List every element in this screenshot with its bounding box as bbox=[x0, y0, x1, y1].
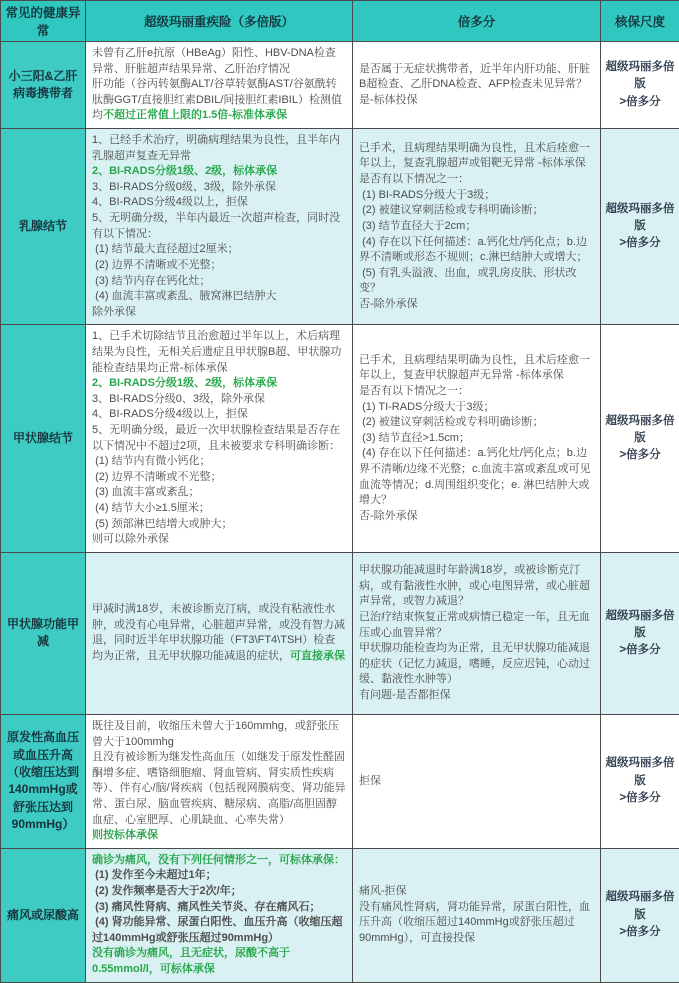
cell-paragraph: (2) 边界不清晰或不光整； bbox=[92, 258, 346, 274]
condition-label: 原发性高血压或血压升高（收缩压达到140mmHg或舒张压达到90mmHg） bbox=[1, 714, 86, 848]
cell-paragraph: 未曾有乙肝e抗原（HBeAg）阳性、HBV-DNA检查异常、肝脏超声结果异常、乙肝治疗情况 bbox=[92, 46, 346, 77]
cell-paragraph: 则可以除外承保 bbox=[92, 532, 346, 548]
cell-paragraph: 3、BI-RADS分级0、3级，除外承保 bbox=[92, 392, 346, 408]
cell-paragraph: (1) 结节内有微小钙化； bbox=[92, 454, 346, 470]
condition-label: 甲状腺结节 bbox=[1, 325, 86, 553]
cell-paragraph: 没有确诊为痛风，且无症状，尿酸不高于0.55mmol/l，可标体承保 bbox=[92, 946, 346, 977]
table-row bbox=[1, 714, 679, 848]
table-body bbox=[1, 42, 679, 983]
cell-paragraph: 3、BI-RADS分级0级、3级，除外承保 bbox=[92, 180, 346, 196]
cell-paragraph: 且没有被诊断为继发性高血压（如继发于原发性醛固酮增多症、嗜铬细胞瘤、肾血管病、肾实质性疾病等）、伴有心/脑/肾疾病（包括视网膜病变、肾功能异常、蛋白尿、脑血管疾病、糖尿病、高脂/高胆固醇血症、心室肥厚、心肌缺血、心率失常） bbox=[92, 750, 346, 828]
underwriting-scale-cell: 超级玛丽多倍版 >倍多分 bbox=[601, 714, 679, 848]
condition-label: 痛风或尿酸高 bbox=[1, 848, 86, 982]
cell-paragraph: (5) 颈部淋巴结增大或肿大； bbox=[92, 517, 346, 533]
cell-paragraph: 拒保 bbox=[359, 774, 594, 790]
cell-paragraph: (3) 痛风性肾病、痛风性关节炎、存在痛风石； bbox=[92, 900, 346, 916]
cell-paragraph: 确诊为痛风，没有下列任何情形之一，可标体承保： bbox=[92, 853, 346, 869]
cell-paragraph: (4) 结节大小≥1.5厘米； bbox=[92, 501, 346, 517]
cell-paragraph: 4、BI-RADS分级4级以上，拒保 bbox=[92, 407, 346, 423]
underwriting-scale-cell: 超级玛丽多倍版 >倍多分 bbox=[601, 848, 679, 982]
cell-paragraph: 否-除外承保 bbox=[359, 297, 594, 313]
cell-paragraph: (2) 被建议穿刺活检或专科明确诊断； bbox=[359, 415, 594, 431]
cell-paragraph: (3) 结节直径大于2cm； bbox=[359, 219, 594, 235]
cell-paragraph: (2) 边界不清晰或不光整； bbox=[92, 470, 346, 486]
cell-paragraph: (3) 结节内存在钙化灶； bbox=[92, 274, 346, 290]
cell-paragraph: (4) 存在以下任何描述：a.钙化灶/钙化点；b.边界不清晰或形态不规则；c.淋巴结肿大或增大； bbox=[359, 235, 594, 266]
cell-paragraph: 否-除外承保 bbox=[359, 509, 594, 525]
beiduofen-rules-cell bbox=[353, 42, 601, 129]
header-row bbox=[1, 1, 679, 42]
cell-paragraph: (4) 血流丰富或紊乱、腋窝淋巴结肿大 bbox=[92, 289, 346, 305]
cell-paragraph: 肝功能（谷丙转氨酶ALT/谷草转氨酶AST/谷氨酰转肽酶GGT/直接胆红素DBIL/间接胆红素IBIL）检测值均不超过正常值上限的1.5倍-标准体承保 bbox=[92, 77, 346, 124]
cell-paragraph: 已手术，且病理结果明确为良性，且术后痊愈一年以上，复查乳腺超声或钼靶无异常 -标体承保 bbox=[359, 141, 594, 172]
cell-paragraph: 则按标体承保 bbox=[92, 828, 346, 844]
cell-paragraph: 没有痛风性肾病，肾功能异常，尿蛋白阳性，血压升高（收缩压超过140mmHg或舒张压超过90mmHg），可直接投保 bbox=[359, 900, 594, 947]
table-row bbox=[1, 848, 679, 982]
cell-paragraph: 2、BI-RADS分级1级、2级，标体承保 bbox=[92, 376, 346, 392]
cell-paragraph: (4) 肾功能异常、尿蛋白阳性、血压升高（收缩压超过140mmHg或舒张压超过90mmHg） bbox=[92, 915, 346, 946]
underwriting-scale-cell: 超级玛丽多倍版 >倍多分 bbox=[601, 325, 679, 553]
header-condition: 常见的健康异常 bbox=[1, 1, 86, 42]
cell-paragraph: 5、无明确分级，半年内最近一次超声检查，同时没有以下情况： bbox=[92, 211, 346, 242]
cell-paragraph: 4、BI-RADS分级4级以上，拒保 bbox=[92, 195, 346, 211]
table-row bbox=[1, 129, 679, 325]
product-rules-cell bbox=[86, 552, 353, 714]
condition-label: 乳腺结节 bbox=[1, 129, 86, 325]
header-beiduofen: 倍多分 bbox=[353, 1, 601, 42]
product-rules-cell bbox=[86, 129, 353, 325]
cell-paragraph: (1) BI-RADS分级大于3级； bbox=[359, 188, 594, 204]
cell-paragraph: 甲减时满18岁，未被诊断克汀病，或没有粘液性水肿，或没有心电异常，心脏超声异常，或没有智力减退，同时近半年甲状腺功能（FT3\FT4\TSH）检查均为正常，且无甲状腺功能减退的症状，可直接承保 bbox=[92, 602, 346, 664]
product-rules-cell bbox=[86, 714, 353, 848]
product-rules-cell bbox=[86, 848, 353, 982]
cell-paragraph: (1) 结节最大直径超过2厘米； bbox=[92, 242, 346, 258]
header-scale: 核保尺度 bbox=[601, 1, 679, 42]
table-row bbox=[1, 42, 679, 129]
cell-paragraph: 是否有以下情况之一： bbox=[359, 384, 594, 400]
table-header bbox=[1, 1, 679, 42]
cell-paragraph: 甲状腺功能减退时年龄满18岁，或被诊断克汀病，或有黏液性水肿，或心电图异常，或心脏超声异常，或智力减退？ bbox=[359, 563, 594, 610]
cell-paragraph: 已治疗结束恢复正常或病情已稳定一年，且无血压或心血管异常？ bbox=[359, 610, 594, 641]
cell-paragraph: (5) 有乳头溢液、出血，或乳房皮肤、形状改变？ bbox=[359, 266, 594, 297]
header-product: 超级玛丽重疾险（多倍版） bbox=[86, 1, 353, 42]
cell-paragraph: 1、已经手术治疗，明确病理结果为良性，且半年内乳腺超声复查无异常 bbox=[92, 133, 346, 164]
cell-paragraph: (2) 被建议穿刺活检或专科明确诊断； bbox=[359, 203, 594, 219]
cell-paragraph: 既往及目前，收缩压未曾大于160mmhg，或舒张压曾大于100mmhg bbox=[92, 719, 346, 750]
cell-paragraph: (1) TI-RADS分级大于3级； bbox=[359, 400, 594, 416]
condition-label: 小三阳&乙肝病毒携带者 bbox=[1, 42, 86, 129]
cell-paragraph: (2) 发作频率是否大于2次/年； bbox=[92, 884, 346, 900]
beiduofen-rules-cell bbox=[353, 325, 601, 553]
beiduofen-rules-cell bbox=[353, 848, 601, 982]
cell-paragraph: 2、BI-RADS分级1级、2级，标体承保 bbox=[92, 164, 346, 180]
cell-paragraph: (3) 结节直径>1.5cm； bbox=[359, 431, 594, 447]
cell-paragraph: 痛风-拒保 bbox=[359, 884, 594, 900]
cell-paragraph: (4) 存在以下任何描述：a.钙化灶/钙化点；b.边界不清晰/边缘不光整；c.血流丰富或紊乱或可见血流等情况；d.周围组织变化；e. 淋巴结肿大或增大？ bbox=[359, 446, 594, 508]
underwriting-scale-cell: 超级玛丽多倍版 >倍多分 bbox=[601, 129, 679, 325]
cell-paragraph: 有问题-是否都拒保 bbox=[359, 688, 594, 704]
cell-paragraph: 是否有以下情况之一： bbox=[359, 172, 594, 188]
product-rules-cell bbox=[86, 42, 353, 129]
underwriting-scale-cell: 超级玛丽多倍版 >倍多分 bbox=[601, 42, 679, 129]
table-row bbox=[1, 552, 679, 714]
cell-paragraph: 5、无明确分级，最近一次甲状腺检查结果是否存在以下情况中不超过2项，且未被要求专科明确诊断： bbox=[92, 423, 346, 454]
underwriting-scale-cell: 超级玛丽多倍版 >倍多分 bbox=[601, 552, 679, 714]
condition-label: 甲状腺功能甲减 bbox=[1, 552, 86, 714]
beiduofen-rules-cell bbox=[353, 129, 601, 325]
beiduofen-rules-cell bbox=[353, 552, 601, 714]
cell-paragraph: (1) 发作至今未超过1年； bbox=[92, 868, 346, 884]
beiduofen-rules-cell bbox=[353, 714, 601, 848]
cell-paragraph: 除外承保 bbox=[92, 305, 346, 321]
cell-paragraph: (3) 血流丰富或紊乱； bbox=[92, 485, 346, 501]
cell-paragraph: 1、已手术切除结节且治愈超过半年以上，术后病理结果为良性，无相关后遗症且甲状腺B超、甲状腺功能检查结果均正常-标体承保 bbox=[92, 329, 346, 376]
product-rules-cell bbox=[86, 325, 353, 553]
cell-paragraph: 甲状腺功能检查均为正常，且无甲状腺功能减退的症状（记忆力减退，嗜睡，反应迟钝，心动过缓、黏液性水肿等） bbox=[359, 641, 594, 688]
table-row bbox=[1, 325, 679, 553]
cell-paragraph: 已手术，且病理结果明确为良性，且术后痊愈一年以上，复查甲状腺超声无异常 -标体承保 bbox=[359, 353, 594, 384]
cell-paragraph: 是否属于无症状携带者，近半年内肝功能、肝脏B超检查、乙肝DNA检查、AFP检查未见异常？是-标体投保 bbox=[359, 62, 594, 109]
